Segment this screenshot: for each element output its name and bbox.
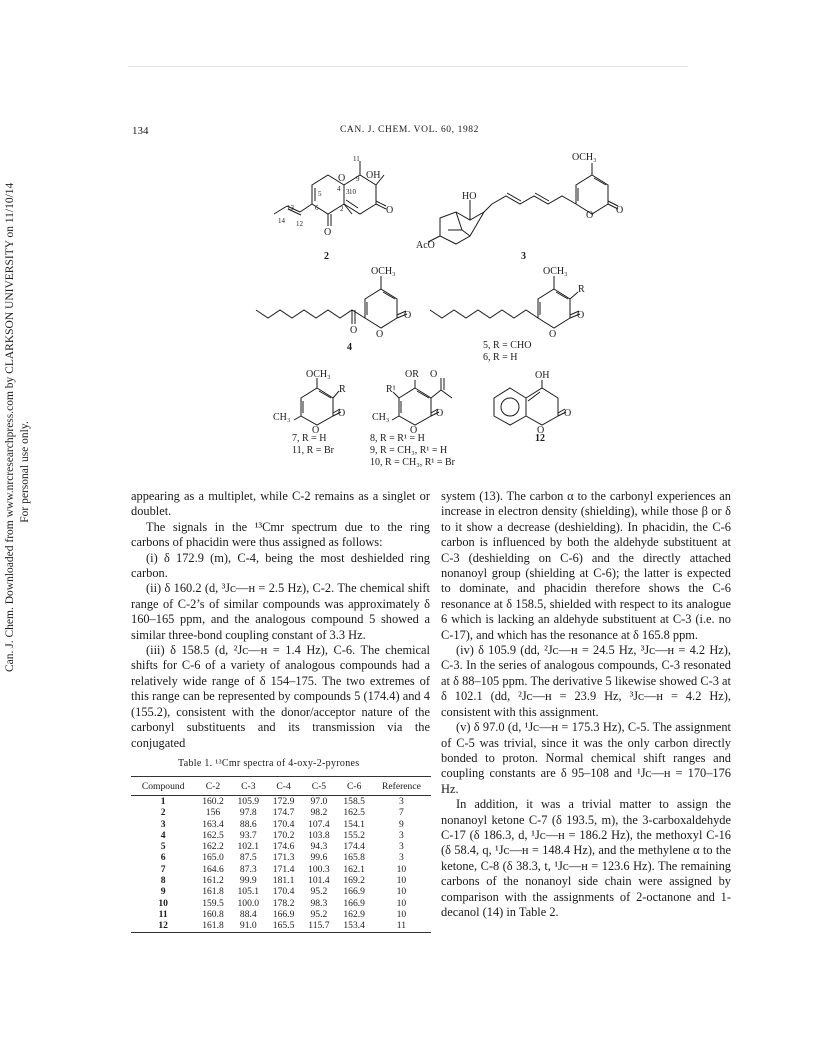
shift-cell: 161.8 <box>195 920 230 932</box>
table-header: Reference <box>372 777 431 796</box>
atom-label: OCH₃ <box>306 369 331 380</box>
shift-cell: 103.8 <box>308 829 330 841</box>
shift-cell: 91.0 <box>231 920 266 932</box>
shift-cell: 172.9 <box>272 796 295 807</box>
shift-cell: 3 <box>399 796 404 807</box>
atom-label: OH <box>535 370 550 381</box>
shift-cell: 166.9 <box>272 908 295 920</box>
shift-cell: 155.2 <box>343 829 365 841</box>
compound-label: 9, R = CH₃, R¹ = H <box>370 445 448 456</box>
table-caption: Table 1. ¹³Cmr spectra of 4-oxy-2-pyrones <box>178 758 360 769</box>
table-header: C-6 <box>337 777 372 796</box>
shift-cell: 181.1 <box>272 875 295 887</box>
paragraph: The signals in the ¹³Cmr spectrum due to the ring carbons of phacidin were thus assigned as follows: <box>131 519 430 550</box>
shift-cell: 174.7 <box>272 807 295 819</box>
structure-compound-5-6 <box>430 276 580 328</box>
shift-cell: 10 <box>396 875 407 887</box>
shift-cell: 88.6 <box>239 818 257 830</box>
atom-number: 2 <box>340 205 344 213</box>
shift-cell: 115.7 <box>301 920 336 932</box>
shift-cell: 10 <box>396 897 407 909</box>
compound-label-group <box>370 433 455 469</box>
atom-label: OH <box>366 170 381 181</box>
compound-label-group <box>483 340 531 364</box>
atom-label: O <box>549 329 557 340</box>
paragraph: In addition, it was a trivial matter to assign the nonanoyl ketone C-7 (δ 193.5, m), the 3-carboxaldehyde C-17 (δ 186.3, d, ¹Jᴄ—ʜ = 186.2 Hz), the methoxyl C-16 (δ 58.4, q, ¹Jᴄ—ʜ = 148.4 Hz), and the methylene α to the ketone, C-8 (δ 38.3, t, ¹Jᴄ—ʜ = 123.6 Hz). The remaining carbons of the nonanoyl side chain were assigned by comparison with the assignments of 2-octanone and 1-decanol (14) in Table 2. <box>441 797 731 919</box>
shift-cell: 105.9 <box>237 796 260 807</box>
paragraph: (ii) δ 160.2 (d, ³Jᴄ—ʜ = 2.5 Hz), C-2. The chemical shift range of C-2’s of similar compounds was approximately δ 160–165 ppm, and the analogous compound 5 showed a similar three-bond coupling constant of 3.3 Hz. <box>131 581 430 642</box>
atom-label: O <box>324 227 332 238</box>
shift-cell: 87.5 <box>239 852 257 864</box>
shift-cell: 159.5 <box>202 897 224 909</box>
atom-label: OCH₃ <box>371 266 396 277</box>
compound-cell: 5 <box>160 841 166 853</box>
shift-cell: 7 <box>399 807 404 819</box>
shift-cell: 10 <box>396 908 407 920</box>
atom-label: O <box>436 408 444 419</box>
shift-cell: 166.9 <box>343 897 365 909</box>
shift-cell: 154.1 <box>343 818 365 830</box>
atom-number: 5 <box>318 190 322 198</box>
shift-cell: 170.2 <box>272 829 295 841</box>
atom-number: 12 <box>296 220 303 228</box>
shift-cell: 153.4 <box>337 920 372 932</box>
table-row <box>131 796 431 808</box>
atom-label: OCH₃ <box>543 266 568 277</box>
atom-label: O <box>430 369 438 380</box>
atom-number: 9 <box>356 175 360 183</box>
left-column <box>131 489 430 751</box>
atom-label: CH₃ <box>372 412 390 423</box>
atom-label: R¹ <box>386 384 396 395</box>
shift-cell: 163.4 <box>202 818 224 830</box>
shift-cell: 170.4 <box>272 886 295 898</box>
atom-label: O <box>312 425 320 436</box>
compound-label: 5, R = CHO <box>483 340 532 351</box>
atom-label: O <box>410 425 418 436</box>
paragraph: system (13). The carbon α to the carbonyl experiences an increase in electron density (shielding), while those β or δ to it show a decrease (deshielding). In phacidin, the C-6 carbon is influenced by both the aldehyde substituent at C-3 (deshielding on C-6) and the directly attached nonanoyl group (shielding at C-6); the latter is expected to dominate, and phacidin therefore shows the C-6 resonance at δ 158.5, shielded with respect to its analogue 6 which is lacking an aldehyde substituent at C-3 (i.e. no C-17), and which has the resonance at δ 165.8 ppm. <box>441 489 731 642</box>
paragraph: (i) δ 172.9 (m), C-4, being the most deshielded ring carbon. <box>131 550 430 581</box>
table-row <box>131 841 431 852</box>
table-row <box>131 864 431 875</box>
shift-cell: 87.3 <box>239 863 257 875</box>
table-header-row <box>131 777 431 796</box>
shift-cell: 160.8 <box>202 908 224 920</box>
shift-cell: 3 <box>399 852 404 864</box>
compound-label: 6, R = H <box>483 352 518 363</box>
atom-number: 4 <box>337 185 341 193</box>
shift-cell: 164.6 <box>202 863 224 875</box>
table-row <box>131 920 431 932</box>
shift-cell: 3 <box>399 829 404 841</box>
shift-cell: 97.0 <box>310 796 328 807</box>
shift-cell: 174.4 <box>343 841 365 853</box>
atom-label: CH₃ <box>273 412 291 423</box>
shift-cell: 162.5 <box>202 829 224 841</box>
atom-label: O <box>376 329 384 340</box>
atom-label: O <box>577 310 585 321</box>
table-header: Compound <box>131 777 195 796</box>
shift-cell: 160.2 <box>202 796 224 807</box>
paragraph: (iii) δ 158.5 (d, ²Jᴄ—ʜ = 1.4 Hz), C-6. The chemical shifts for C-6 of a variety of analogous compounds had a relatively wide range of δ 154–175. The two extremes of this range can be represented by compounds 5 (174.4) and 4 (155.2), consistent with the donor/acceptor nature of the carbonyl substituents and its transmission via the conjugated <box>131 643 430 750</box>
table-row <box>131 909 431 920</box>
shift-cell: 99.9 <box>239 875 257 887</box>
compound-label: 12 <box>535 433 545 444</box>
shift-cell: 162.1 <box>343 863 365 875</box>
shift-cell: 88.4 <box>239 908 257 920</box>
compound-cell: 12 <box>131 920 195 932</box>
table-row <box>131 819 431 830</box>
compound-label: 8, R = R¹ = H <box>370 433 425 444</box>
atom-label: O <box>586 210 594 221</box>
shift-cell: 174.6 <box>272 841 295 853</box>
compound-cell: 1 <box>160 796 166 807</box>
shift-cell: 169.2 <box>343 875 365 887</box>
compound-label-group <box>292 433 334 457</box>
compound-cell: 8 <box>160 875 166 887</box>
structure-compound-12 <box>494 380 566 425</box>
shift-cell: 105.1 <box>237 886 260 898</box>
paragraph: (iv) δ 105.9 (dd, ²Jᴄ—ʜ = 24.5 Hz, ³Jᴄ—ʜ = 4.2 Hz), C-3. In the series of analogous compounds, C-3 resonated at δ 88–105 ppm. The derivative 5 likewise showed C-3 at δ 102.1 (dd, ²Jᴄ—ʜ = 23.9 Hz, ³Jᴄ—ʜ = 4.2 Hz), consistent with this assignment. <box>441 643 731 719</box>
shift-cell: 107.4 <box>308 818 330 830</box>
shift-cell: 11 <box>372 920 431 932</box>
atom-label: O <box>404 310 412 321</box>
atom-label: O <box>386 205 394 216</box>
atom-label: O <box>338 173 346 184</box>
running-head: CAN. J. CHEM. VOL. 60, 1982 <box>340 125 480 135</box>
atom-label: O <box>616 205 624 216</box>
shift-cell: 162.9 <box>343 908 365 920</box>
atom-label: HO <box>462 191 477 202</box>
shift-cell: 102.1 <box>237 841 260 853</box>
paragraph: appearing as a multiplet, while C-2 remains as a singlet or doublet. <box>131 489 430 519</box>
shift-cell: 95.2 <box>310 886 328 898</box>
table-row <box>131 898 431 909</box>
shift-cell: 98.3 <box>310 897 328 909</box>
compound-cell: 3 <box>160 818 166 830</box>
shift-cell: 10 <box>396 863 407 875</box>
compound-cell: 4 <box>160 829 166 841</box>
shift-cell: 165.8 <box>343 852 365 864</box>
shift-cell: 170.4 <box>272 818 295 830</box>
atom-label: OR <box>405 369 419 380</box>
table-header: C-3 <box>231 777 266 796</box>
atom-label: O <box>537 425 545 436</box>
shift-cell: 171.3 <box>272 852 295 864</box>
table-row <box>131 852 431 863</box>
shift-cell: 93.7 <box>239 829 257 841</box>
shift-cell: 161.2 <box>202 875 224 887</box>
structure-compound-7-11 <box>294 378 341 425</box>
cmr-table <box>131 776 431 933</box>
table-header: C-4 <box>266 777 301 796</box>
table-header: C-2 <box>195 777 230 796</box>
shift-cell: 158.5 <box>343 796 365 807</box>
compound-cell: 6 <box>160 852 166 864</box>
compound-label: 10, R = CH₃, R¹ = Br <box>370 457 455 468</box>
shift-cell: 100.0 <box>237 897 260 909</box>
watermark-line-1: Can. J. Chem. Downloaded from www.nrcresearchpress.com by CLARKSON UNIVERSITY on 11/10/14 <box>4 182 16 672</box>
shift-cell: 166.9 <box>343 886 365 898</box>
atom-label: R <box>339 384 346 395</box>
compound-cell: 11 <box>158 908 168 920</box>
atom-label: R <box>578 284 585 295</box>
compound-cell: 7 <box>160 863 166 875</box>
shift-cell: 161.8 <box>202 886 224 898</box>
atom-number: 10 <box>349 188 356 196</box>
shift-cell: 162.2 <box>202 841 224 853</box>
shift-cell: 165.5 <box>266 920 301 932</box>
compound-cell: 10 <box>158 897 168 909</box>
watermark-line-2: For personal use only. <box>19 421 31 523</box>
table-header: C-5 <box>301 777 336 796</box>
shift-cell: 165.0 <box>202 852 224 864</box>
page-number: 134 <box>132 125 149 137</box>
structure-compound-3 <box>428 163 618 244</box>
right-column <box>441 489 731 920</box>
compound-label: 7, R = H <box>292 433 327 444</box>
table-row <box>131 875 431 886</box>
atom-number: 13 <box>287 204 294 212</box>
shift-cell: 98.2 <box>310 807 328 819</box>
shift-cell: 3 <box>399 841 404 853</box>
atom-label: O <box>338 408 346 419</box>
shift-cell: 9 <box>399 818 404 830</box>
atom-number: 6 <box>315 204 319 212</box>
table-row <box>131 830 431 841</box>
shift-cell: 100.3 <box>308 863 330 875</box>
shift-cell: 162.5 <box>343 807 365 819</box>
atom-label: OCH₃ <box>572 152 597 163</box>
table-row <box>131 807 431 818</box>
atom-label: O <box>564 408 572 419</box>
shift-cell: 97.8 <box>239 807 257 819</box>
structure-compound-4 <box>256 276 407 328</box>
compound-cell: 9 <box>160 886 166 898</box>
compound-cell: 2 <box>160 807 166 819</box>
atom-label: AcO <box>416 240 435 251</box>
compound-label: 2 <box>324 251 329 262</box>
atom-label: O <box>350 325 358 336</box>
shift-cell: 94.3 <box>310 841 328 853</box>
atom-number: 11 <box>353 155 360 163</box>
shift-cell: 95.2 <box>310 908 328 920</box>
shift-cell: 10 <box>396 886 407 898</box>
table-row <box>131 886 431 897</box>
shift-cell: 99.6 <box>310 852 328 864</box>
shift-cell: 178.2 <box>272 897 295 909</box>
shift-cell: 156 <box>205 807 221 819</box>
chemical-structures-figure <box>0 0 816 480</box>
atom-number: 3 <box>346 188 350 196</box>
shift-cell: 101.4 <box>308 875 330 887</box>
atom-number: 14 <box>278 217 285 225</box>
compound-label: 3 <box>521 251 526 262</box>
shift-cell: 171.4 <box>272 863 295 875</box>
compound-label: 11, R = Br <box>292 445 334 456</box>
paragraph: (v) δ 97.0 (d, ¹Jᴄ—ʜ = 175.3 Hz), C-5. The assignment of C-5 was trivial, since it was the only carbon directly bonded to proton. Normal chemical shift ranges and coupling constants are δ 95–108 and ¹Jᴄ—ʜ = 170–176 Hz. <box>441 720 731 796</box>
compound-label: 4 <box>347 342 352 353</box>
